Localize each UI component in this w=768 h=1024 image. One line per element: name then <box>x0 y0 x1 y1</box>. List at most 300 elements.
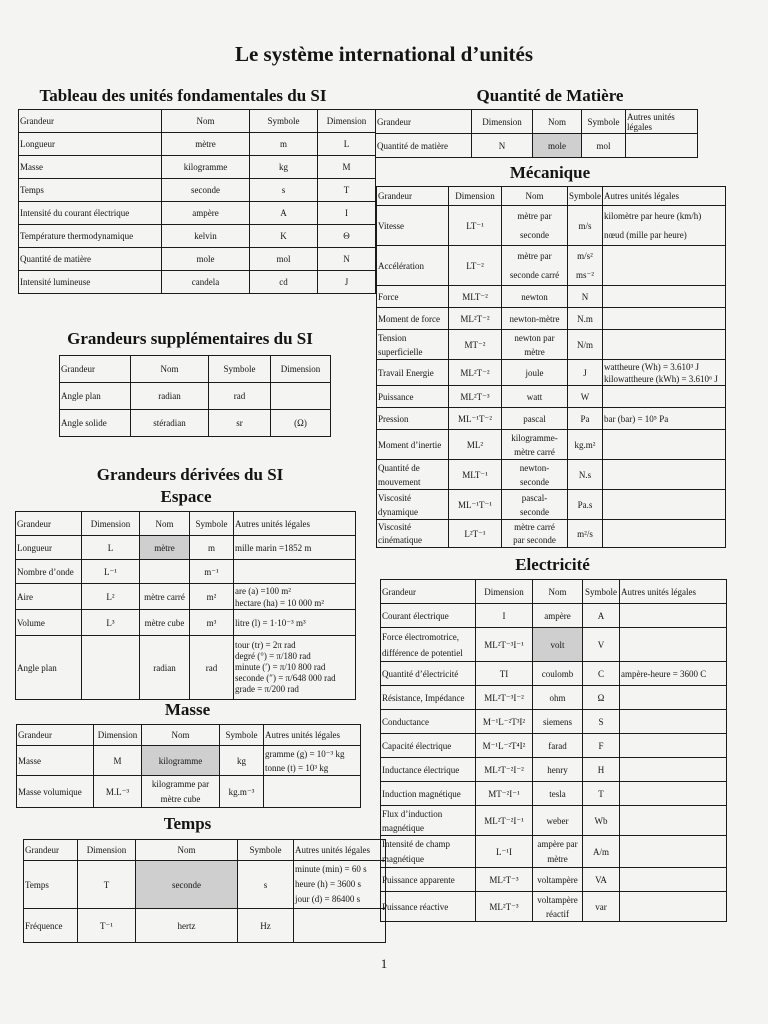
column-header: Autres unités légales <box>294 840 386 861</box>
table-cell: MLT⁻² <box>449 286 502 308</box>
column-header: Nom <box>502 187 568 206</box>
table-cell <box>271 383 331 410</box>
table-row <box>19 225 376 248</box>
table-cell <box>620 628 727 662</box>
column-header: Nom <box>136 840 238 861</box>
table-cell <box>140 560 190 584</box>
column-header: Symbole <box>583 580 620 604</box>
column-header: Nom <box>140 512 190 536</box>
column-header: Nom <box>533 580 583 604</box>
table-cell: MLT⁻¹ <box>449 460 502 490</box>
table-cell: ML²T⁻² <box>449 360 502 386</box>
table-row <box>381 604 727 628</box>
table-cell <box>603 460 726 490</box>
table-cell: wattheure (Wh) = 3.610³ J kilowattheure (kWh) = 3.610⁶ J <box>603 360 726 386</box>
table-cell: mètre carré <box>140 584 190 610</box>
table-cell: s <box>238 861 294 909</box>
table-cell <box>626 134 698 158</box>
table-row <box>377 206 726 246</box>
table-cell: F <box>583 734 620 758</box>
table-header-row <box>60 356 331 383</box>
table-cell: T⁻¹ <box>78 909 136 943</box>
table-cell: Pression <box>377 408 449 430</box>
heading-espace: Espace <box>160 487 212 506</box>
table-cell: m <box>250 133 318 156</box>
table-cell <box>620 806 727 836</box>
table-cell: Intensité du courant électrique <box>19 202 162 225</box>
table-cell: siemens <box>533 710 583 734</box>
table-cell: voltampère <box>533 868 583 892</box>
column-header: Dimension <box>476 580 533 604</box>
table-cell: Travail Energie <box>377 360 449 386</box>
table-cell: newton <box>502 286 568 308</box>
table-cell: W <box>568 386 603 408</box>
heading-derivees: Grandeurs dérivées du SI <box>96 465 284 484</box>
table-cell: volt <box>533 628 583 662</box>
table-cell: J <box>318 271 376 294</box>
table-matiere <box>375 109 698 158</box>
table-cell: Moment de force <box>377 308 449 330</box>
table-supplementaires <box>59 355 331 437</box>
table-row <box>19 202 376 225</box>
column-header: Grandeur <box>60 356 131 383</box>
column-header: Autres unités légales <box>603 187 726 206</box>
heading-supplementaires: Grandeurs supplémentaires du SI <box>67 329 313 348</box>
table-cell: L <box>82 536 140 560</box>
table-cell <box>603 286 726 308</box>
table-cell: newton par mètre <box>502 330 568 360</box>
table-cell: T <box>583 782 620 806</box>
table-cell: ohm <box>533 686 583 710</box>
table-espace <box>15 511 356 700</box>
table-cell: radian <box>131 383 209 410</box>
table-cell: Accélération <box>377 246 449 286</box>
table-row <box>381 710 727 734</box>
table-cell <box>620 686 727 710</box>
table-cell: ML⁻¹T⁻² <box>449 408 502 430</box>
table-row <box>377 308 726 330</box>
table-cell: kg.m² <box>568 430 603 460</box>
table-cell: Tension superficielle <box>377 330 449 360</box>
table-cell: Angle plan <box>16 636 82 700</box>
column-header: Grandeur <box>17 725 94 746</box>
table-cell: Pa <box>568 408 603 430</box>
table-cell: rad <box>209 383 271 410</box>
table-cell: Flux d’induction magnétique <box>381 806 476 836</box>
table-cell: Wb <box>583 806 620 836</box>
table-cell: I <box>476 604 533 628</box>
table-cell: M.L⁻³ <box>94 776 142 808</box>
table-cell: L²T⁻¹ <box>449 520 502 548</box>
column-header: Symbole <box>582 110 626 134</box>
table-cell: ML²T⁻³I⁻¹ <box>476 628 533 662</box>
table-header-row <box>376 110 698 134</box>
table-cell: mètre cube <box>140 610 190 636</box>
table-row <box>376 134 698 158</box>
table-cell: m⁻¹ <box>190 560 234 584</box>
column-header: Symbole <box>209 356 271 383</box>
table-row <box>377 408 726 430</box>
table-cell: ML² <box>449 430 502 460</box>
table-cell: Pa.s <box>568 490 603 520</box>
table-cell: var <box>583 892 620 922</box>
table-cell: ampère <box>162 202 250 225</box>
table-cell: m/s <box>568 206 603 246</box>
column-header: Symbole <box>250 110 318 133</box>
table-row <box>381 662 727 686</box>
table-cell: Masse volumique <box>17 776 94 808</box>
table-cell: L⁻¹I <box>476 836 533 868</box>
table-cell <box>294 909 386 943</box>
table-cell: M⁻¹L⁻²T⁴I² <box>476 734 533 758</box>
table-cell: Viscosité cinématique <box>377 520 449 548</box>
table-cell: kilomètre par heure (km/h) nœud (mille par heure) <box>603 206 726 246</box>
table-cell: Quantité de mouvement <box>377 460 449 490</box>
table-cell: m³ <box>190 610 234 636</box>
table-cell: mille marin =1852 m <box>234 536 356 560</box>
column-header: Nom <box>142 725 220 746</box>
table-cell: S <box>583 710 620 734</box>
table-cell: Ω <box>583 686 620 710</box>
heading-electricite: Electricité <box>515 555 590 574</box>
table-cell: Aire <box>16 584 82 610</box>
column-header: Grandeur <box>377 187 449 206</box>
column-header: Dimension <box>472 110 533 134</box>
table-row <box>377 490 726 520</box>
table-cell: Puissance apparente <box>381 868 476 892</box>
column-header: Grandeur <box>16 512 82 536</box>
table-cell: kg.m⁻³ <box>220 776 264 808</box>
table-row <box>17 746 361 776</box>
table-cell: Angle plan <box>60 383 131 410</box>
table-row <box>377 246 726 286</box>
table-row <box>16 584 356 610</box>
table-cell: m/s² ms⁻² <box>568 246 603 286</box>
table-cell: Masse <box>19 156 162 179</box>
table-cell <box>603 308 726 330</box>
table-cell: joule <box>502 360 568 386</box>
table-row <box>377 286 726 308</box>
table-cell: Hz <box>238 909 294 943</box>
table-cell <box>620 782 727 806</box>
column-header: Symbole <box>190 512 234 536</box>
page-title: Le système international d’unités <box>234 42 534 66</box>
table-cell: M <box>318 156 376 179</box>
table-cell <box>620 868 727 892</box>
table-cell: Viscosité dynamique <box>377 490 449 520</box>
heading-temps: Temps <box>163 814 212 833</box>
table-cell: L³ <box>82 610 140 636</box>
table-cell: L⁻¹ <box>82 560 140 584</box>
table-row <box>19 156 376 179</box>
column-header: Dimension <box>271 356 331 383</box>
table-fondamentales <box>18 109 376 294</box>
table-row <box>19 248 376 271</box>
table-cell: N <box>568 286 603 308</box>
table-header-row <box>381 580 727 604</box>
table-cell: hertz <box>136 909 238 943</box>
table-cell: Θ <box>318 225 376 248</box>
table-row <box>381 758 727 782</box>
table-cell: bar (bar) = 10⁵ Pa <box>603 408 726 430</box>
table-cell: ML²T⁻³ <box>449 386 502 408</box>
table-cell: Induction magnétique <box>381 782 476 806</box>
table-cell: Intensité de champ magnétique <box>381 836 476 868</box>
table-row <box>16 560 356 584</box>
table-cell: ML²T⁻³ <box>476 892 533 922</box>
table-cell <box>264 776 361 808</box>
table-electricite <box>380 579 727 922</box>
table-cell: mol <box>250 248 318 271</box>
table-cell: I <box>318 202 376 225</box>
table-row <box>60 410 331 437</box>
table-cell: mole <box>162 248 250 271</box>
table-row <box>377 386 726 408</box>
table-cell: T <box>78 861 136 909</box>
table-cell <box>620 710 727 734</box>
table-cell: candela <box>162 271 250 294</box>
table-cell <box>234 560 356 584</box>
table-cell: N <box>472 134 533 158</box>
table-cell: rad <box>190 636 234 700</box>
column-header: Dimension <box>78 840 136 861</box>
table-row <box>381 836 727 868</box>
table-cell: K <box>250 225 318 248</box>
table-cell: Quantité d’électricité <box>381 662 476 686</box>
table-cell: Temps <box>24 861 78 909</box>
table-cell: A/m <box>583 836 620 868</box>
table-cell: ML²T⁻²I⁻¹ <box>476 806 533 836</box>
table-row <box>17 776 361 808</box>
table-cell: LT⁻¹ <box>449 206 502 246</box>
table-cell <box>620 734 727 758</box>
table-cell: seconde <box>136 861 238 909</box>
table-row <box>381 686 727 710</box>
table-header-row <box>377 187 726 206</box>
table-cell: ML²T⁻³I⁻² <box>476 686 533 710</box>
table-cell: J <box>568 360 603 386</box>
table-cell: voltampère réactif <box>533 892 583 922</box>
table-cell: ML²T⁻³ <box>476 868 533 892</box>
table-cell <box>603 520 726 548</box>
heading-masse: Masse <box>164 700 211 719</box>
table-cell: Masse <box>17 746 94 776</box>
table-cell: Quantité de matière <box>19 248 162 271</box>
heading-fondamentales: Tableau des unités fondamentales du SI <box>39 86 327 105</box>
table-cell: kelvin <box>162 225 250 248</box>
column-header: Nom <box>162 110 250 133</box>
table-cell: tesla <box>533 782 583 806</box>
table-cell: Volume <box>16 610 82 636</box>
column-header: Grandeur <box>24 840 78 861</box>
table-cell: ML⁻¹T⁻¹ <box>449 490 502 520</box>
table-header-row <box>16 512 356 536</box>
table-cell <box>82 636 140 700</box>
table-cell: V <box>583 628 620 662</box>
table-cell: mole <box>533 134 582 158</box>
table-cell: Quantité de matière <box>376 134 472 158</box>
table-cell: Température thermodynamique <box>19 225 162 248</box>
table-row <box>16 636 356 700</box>
table-cell: ML²T⁻² <box>449 308 502 330</box>
table-cell <box>603 386 726 408</box>
table-cell: mètre par seconde <box>502 206 568 246</box>
table-cell: mètre <box>162 133 250 156</box>
heading-mecanique: Mécanique <box>509 163 591 182</box>
table-cell <box>603 246 726 286</box>
table-cell: Angle solide <box>60 410 131 437</box>
table-cell: Vitesse <box>377 206 449 246</box>
table-row <box>377 330 726 360</box>
table-cell: M <box>94 746 142 776</box>
table-masse <box>16 724 361 808</box>
table-cell: mètre carré par seconde <box>502 520 568 548</box>
table-row <box>377 460 726 490</box>
table-cell: Longueur <box>19 133 162 156</box>
table-cell <box>620 836 727 868</box>
table-cell: watt <box>502 386 568 408</box>
table-row <box>16 610 356 636</box>
table-cell: are (a) =100 m² hectare (ha) = 10 000 m² <box>234 584 356 610</box>
table-cell: TI <box>476 662 533 686</box>
table-cell <box>603 490 726 520</box>
table-cell: m <box>190 536 234 560</box>
column-header: Symbole <box>220 725 264 746</box>
table-cell: VA <box>583 868 620 892</box>
table-cell: farad <box>533 734 583 758</box>
table-row <box>24 861 386 909</box>
column-header: Dimension <box>82 512 140 536</box>
table-row <box>381 868 727 892</box>
table-cell <box>620 892 727 922</box>
table-cell: Conductance <box>381 710 476 734</box>
table-row <box>19 271 376 294</box>
table-row <box>381 806 727 836</box>
table-cell: Nombre d’onde <box>16 560 82 584</box>
table-cell: m²/s <box>568 520 603 548</box>
table-cell: kilogramme- mètre carré <box>502 430 568 460</box>
table-cell: newton-mètre <box>502 308 568 330</box>
table-cell: Force <box>377 286 449 308</box>
column-header: Nom <box>533 110 582 134</box>
table-cell: (Ω) <box>271 410 331 437</box>
page-number: 1 <box>380 956 388 971</box>
table-row <box>19 133 376 156</box>
table-cell: N/m <box>568 330 603 360</box>
table-row <box>60 383 331 410</box>
table-cell: ampère-heure = 3600 C <box>620 662 727 686</box>
table-cell: kilogramme par mètre cube <box>142 776 220 808</box>
table-cell: H <box>583 758 620 782</box>
table-cell: newton- seconde <box>502 460 568 490</box>
table-cell: s <box>250 179 318 202</box>
table-cell: kilogramme <box>142 746 220 776</box>
table-cell: MT⁻² <box>449 330 502 360</box>
table-cell: minute (min) = 60 s heure (h) = 3600 s jour (d) = 86400 s <box>294 861 386 909</box>
table-row <box>381 892 727 922</box>
table-cell: seconde <box>162 179 250 202</box>
table-cell <box>603 430 726 460</box>
table-cell: ampère par mètre <box>533 836 583 868</box>
table-cell: A <box>250 202 318 225</box>
table-mecanique <box>376 186 726 548</box>
table-cell: kilogramme <box>162 156 250 179</box>
column-header: Nom <box>131 356 209 383</box>
table-cell: henry <box>533 758 583 782</box>
table-cell: mètre par seconde carré <box>502 246 568 286</box>
column-header: Grandeur <box>381 580 476 604</box>
table-cell: Puissance réactive <box>381 892 476 922</box>
column-header: Grandeur <box>376 110 472 134</box>
table-cell: Fréquence <box>24 909 78 943</box>
table-cell: L² <box>82 584 140 610</box>
table-cell: gramme (g) = 10⁻³ kg tonne (t) = 10³ kg <box>264 746 361 776</box>
table-row <box>16 536 356 560</box>
table-cell: kg <box>220 746 264 776</box>
column-header: Autres unités légales <box>264 725 361 746</box>
table-cell: Inductance électrique <box>381 758 476 782</box>
table-row <box>377 520 726 548</box>
table-row <box>377 430 726 460</box>
table-cell: A <box>583 604 620 628</box>
column-header: Dimension <box>449 187 502 206</box>
table-row <box>381 628 727 662</box>
table-cell: Temps <box>19 179 162 202</box>
table-row <box>24 909 386 943</box>
table-header-row <box>19 110 376 133</box>
column-header: Autres unités légales <box>234 512 356 536</box>
table-cell: radian <box>140 636 190 700</box>
table-cell: stéradian <box>131 410 209 437</box>
table-cell: coulomb <box>533 662 583 686</box>
table-cell: Capacité électrique <box>381 734 476 758</box>
column-header: Dimension <box>94 725 142 746</box>
table-cell: cd <box>250 271 318 294</box>
table-cell: kg <box>250 156 318 179</box>
table-cell: ML²T⁻²I⁻² <box>476 758 533 782</box>
table-cell: sr <box>209 410 271 437</box>
table-cell: Intensité lumineuse <box>19 271 162 294</box>
table-cell <box>620 758 727 782</box>
table-row <box>381 734 727 758</box>
column-header: Dimension <box>318 110 376 133</box>
table-cell: Force électromotrice, différence de potentiel <box>381 628 476 662</box>
table-cell: pascal <box>502 408 568 430</box>
table-cell: MT⁻²I⁻¹ <box>476 782 533 806</box>
table-cell: Courant électrique <box>381 604 476 628</box>
table-cell: M⁻¹L⁻²T³I² <box>476 710 533 734</box>
table-cell: N <box>318 248 376 271</box>
table-cell: ampère <box>533 604 583 628</box>
heading-matiere: Quantité de Matière <box>476 86 624 105</box>
table-cell: Résistance, Impédance <box>381 686 476 710</box>
column-header: Symbole <box>568 187 603 206</box>
column-header: Symbole <box>238 840 294 861</box>
table-cell: mol <box>582 134 626 158</box>
table-cell: Longueur <box>16 536 82 560</box>
table-temps <box>23 839 386 943</box>
table-cell: LT⁻² <box>449 246 502 286</box>
table-cell: L <box>318 133 376 156</box>
table-cell: weber <box>533 806 583 836</box>
table-cell: tour (tr) = 2π rad degré (°) = π/180 rad minute (′) = π/10 800 rad seconde (″) = π/648 000 rad grade = π/200 rad <box>234 636 356 700</box>
table-cell: Moment d’inertie <box>377 430 449 460</box>
table-cell: T <box>318 179 376 202</box>
table-cell: C <box>583 662 620 686</box>
column-header: Grandeur <box>19 110 162 133</box>
table-cell: N.m <box>568 308 603 330</box>
table-header-row <box>24 840 386 861</box>
